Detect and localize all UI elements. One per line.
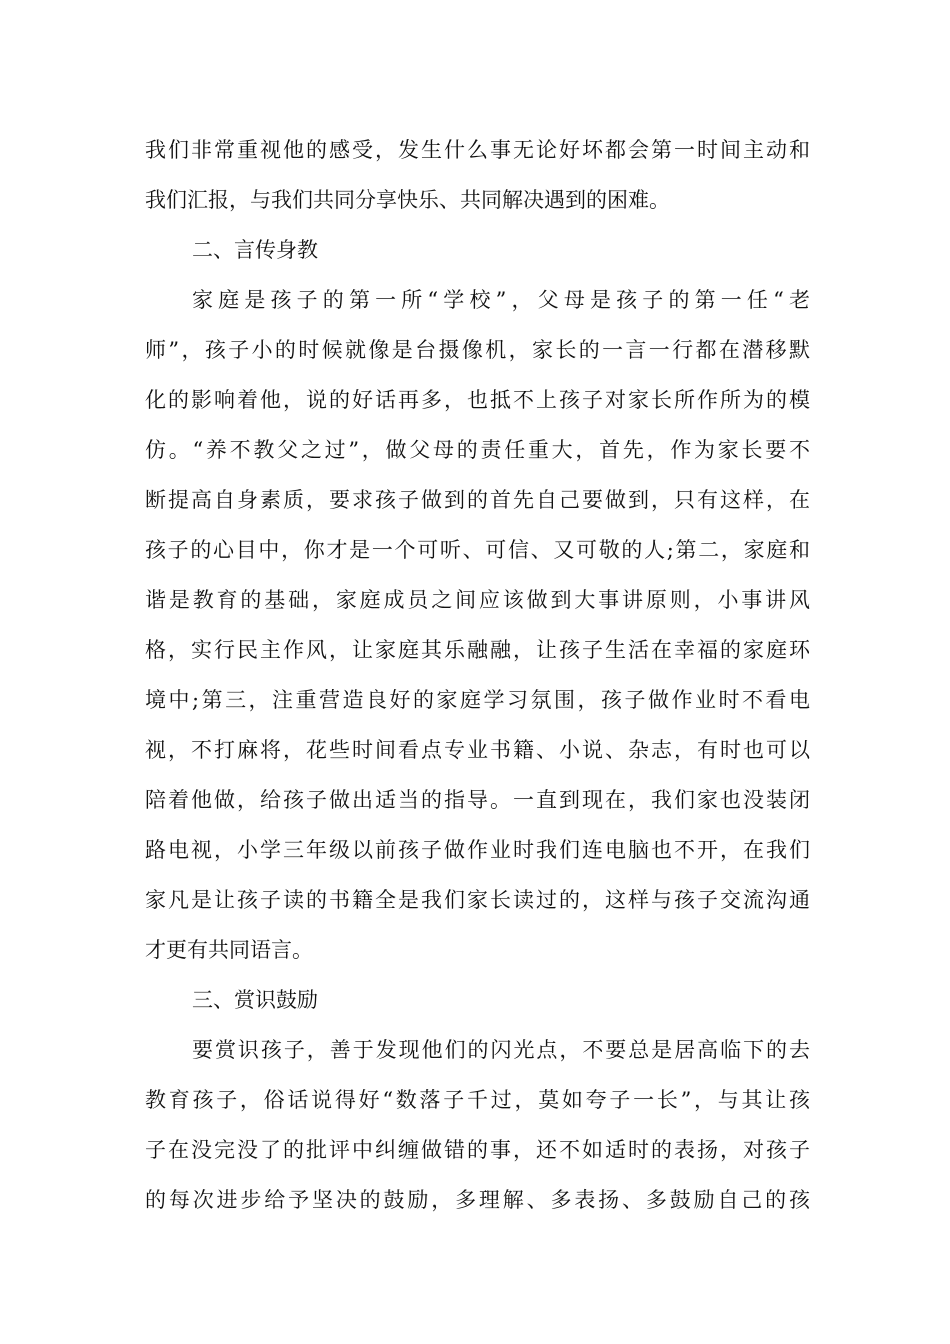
paragraph-line: 的每次进步给予坚决的鼓励，多理解、多表扬、多鼓励自己的孩 bbox=[145, 1188, 810, 1212]
paragraph-line: 才更有共同语言。 bbox=[145, 938, 313, 962]
paragraph-line: 我们非常重视他的感受，发生什么事无论好坏都会第一时间主动和 bbox=[145, 138, 810, 162]
paragraph-line: 视，不打麻将，花些时间看点专业书籍、小说、杂志，有时也可以 bbox=[145, 738, 810, 762]
section-heading: 三、赏识鼓励 bbox=[192, 988, 318, 1012]
paragraph-line: 境中;第三，注重营造良好的家庭学习氛围，孩子做作业时不看电 bbox=[145, 688, 810, 712]
paragraph-line: 我们汇报，与我们共同分享快乐、共同解决遇到的困难。 bbox=[145, 188, 670, 212]
paragraph-line: 路电视，小学三年级以前孩子做作业时我们连电脑也不开，在我们 bbox=[145, 838, 810, 862]
paragraph-line: 孩子的心目中，你才是一个可听、可信、又可敬的人;第二，家庭和 bbox=[145, 538, 810, 562]
paragraph-line: 教育孩子，俗话说得好“数落子千过，莫如夸子一长”，与其让孩 bbox=[145, 1088, 810, 1112]
paragraph-line: 谐是教育的基础，家庭成员之间应该做到大事讲原则，小事讲风 bbox=[145, 588, 810, 612]
paragraph-line: 仿。“养不教父之过”，做父母的责任重大，首先，作为家长要不 bbox=[145, 438, 810, 462]
paragraph-line: 家凡是让孩子读的书籍全是我们家长读过的，这样与孩子交流沟通 bbox=[145, 888, 810, 912]
paragraph-line: 要赏识孩子，善于发现他们的闪光点，不要总是居高临下的去 bbox=[192, 1038, 810, 1062]
paragraph-line: 化的影响着他，说的好话再多，也抵不上孩子对家长所作所为的模 bbox=[145, 388, 810, 412]
paragraph-line: 陪着他做，给孩子做出适当的指导。一直到现在，我们家也没装闭 bbox=[145, 788, 810, 812]
paragraph-line: 子在没完没了的批评中纠缠做错的事，还不如适时的表扬，对孩子 bbox=[145, 1138, 810, 1162]
paragraph-line: 师”，孩子小的时候就像是台摄像机，家长的一言一行都在潜移默 bbox=[145, 338, 810, 362]
paragraph-line: 家庭是孩子的第一所“学校”，父母是孩子的第一任“老 bbox=[192, 288, 810, 312]
paragraph-line: 格，实行民主作风，让家庭其乐融融，让孩子生活在幸福的家庭环 bbox=[145, 638, 810, 662]
paragraph-line: 断提高自身素质，要求孩子做到的首先自己要做到，只有这样，在 bbox=[145, 488, 810, 512]
section-heading: 二、言传身教 bbox=[192, 238, 318, 262]
